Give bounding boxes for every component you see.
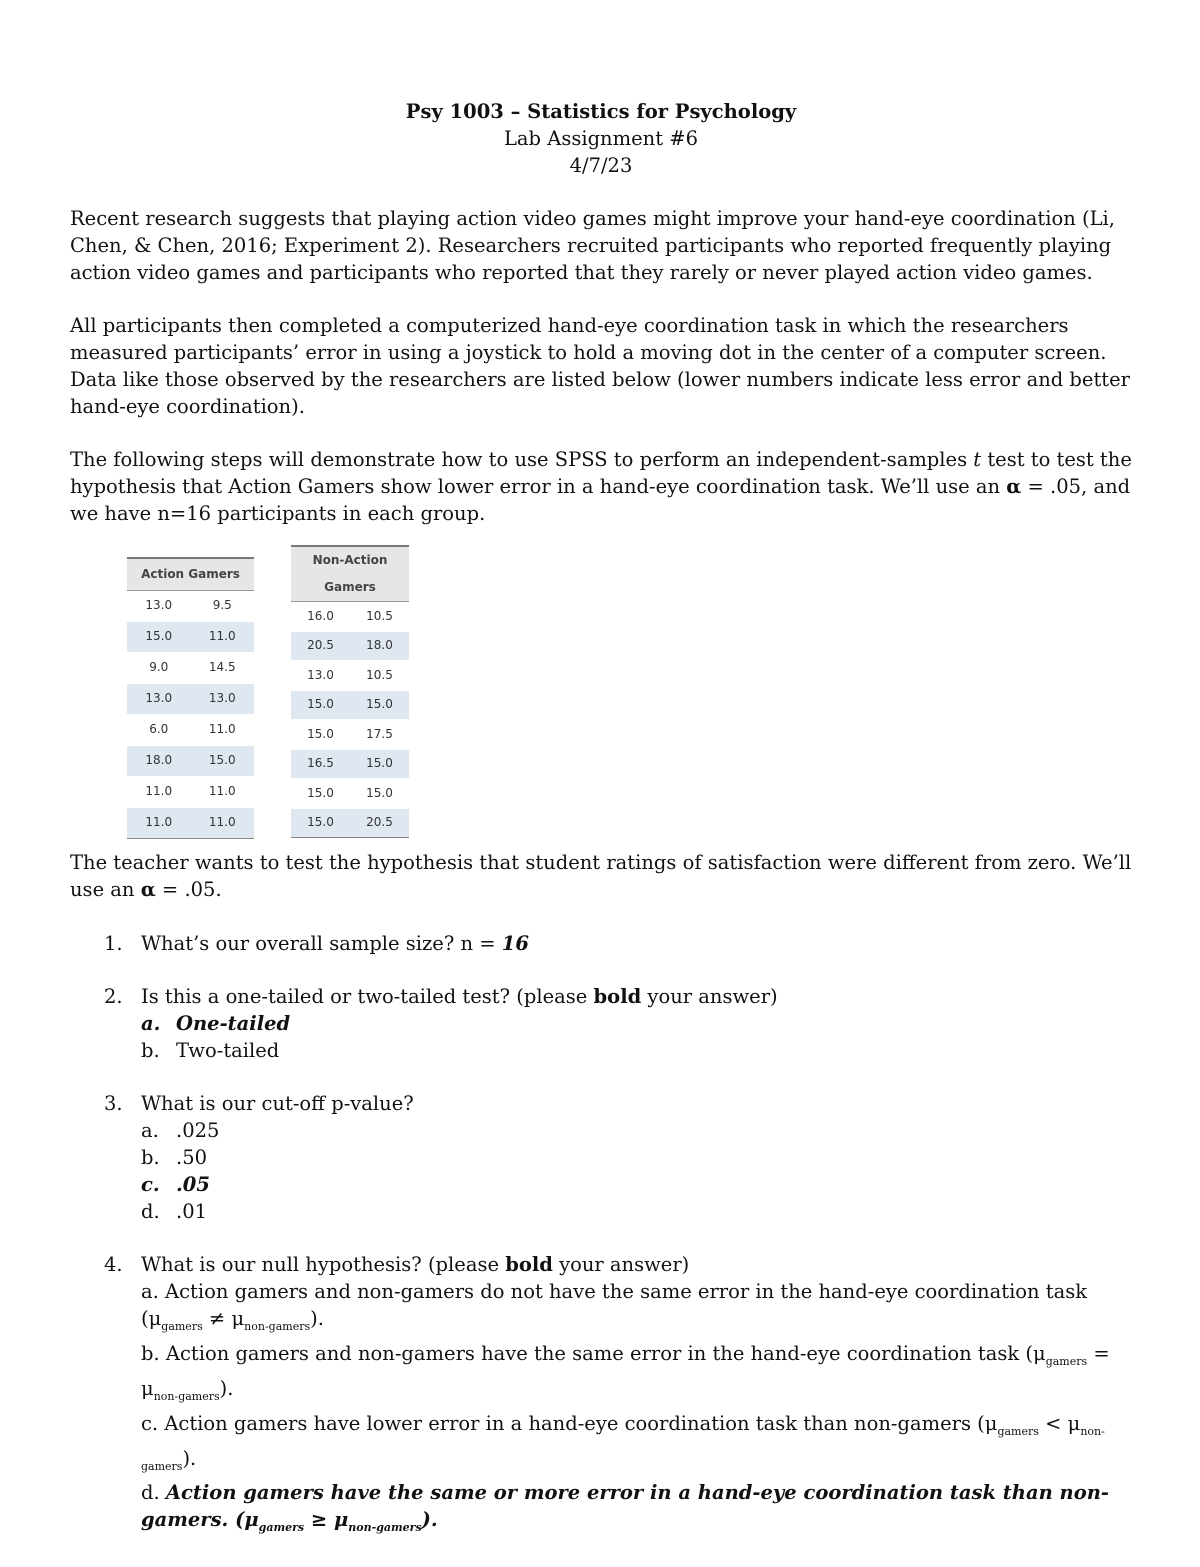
table-cell: 11.0 [191, 776, 255, 807]
table-row [291, 720, 409, 750]
action-gamers-body [127, 590, 254, 838]
table-cell: 20.5 [291, 631, 350, 661]
null-option-c: c. Action gamers have lower error in a hand-eye coordination task than non-gamers $(\mu_{gamers} < \mu_{non-gamers})$. [141, 1411, 1105, 1473]
table-cell: 11.0 [191, 714, 255, 745]
table-cell: 9.0 [127, 652, 191, 683]
table-cell: 11.0 [191, 807, 255, 838]
table-cell: 18.0 [127, 745, 191, 776]
non-action-gamers-table [291, 545, 409, 838]
assignment-title: Lab Assignment #6 [503, 127, 698, 150]
document-page [70, 98, 1132, 1567]
question-4: 4. What is our null hypothesis? (please bold your answer) a. Action gamers and non-gamers do not have the same error in the hand-eye coordination task $(\mu_{gamers} \ne \mu_{non-gamers})$. b. Action gamers and non-gamers have the same error in the hand-eye coordination task $(\mu_{gamers} = \mu_{non-gamers})$. c. Action gamers have lower error in a hand-eye coordination task than non-gamers $(\mu_{gamers} < \mu_{non-gamers})$. d. Action gamers have the same or more error in a hand-eye coordination task than non-gamers. $(\mu_{gamers} \ge \mu_{non-gamers})$. [70, 1251, 1132, 1541]
table-row [291, 602, 409, 632]
table-row [291, 631, 409, 661]
table-cell: 11.0 [191, 621, 255, 652]
table-row [127, 714, 254, 745]
table-cell: 16.0 [291, 602, 350, 632]
question-3: 3. What is our cut-off p-value? a. .025 b. .50 c. .05 d. .01 [70, 1090, 1132, 1225]
table-cell: 15.0 [291, 779, 350, 809]
method-paragraph: All participants then completed a computerized hand-eye coordination task in which the researchers measured participants’ error in using a joystick to hold a moving dot in the center of a computer screen. Data like those observed by the researchers are listed below (lower numbers indicate less error and better hand-eye coordination). [70, 314, 1130, 418]
question-1: 1. What’s our overall sample size? n = 16 [104, 932, 529, 955]
table-cell: 18.0 [350, 631, 409, 661]
table-cell: 10.5 [350, 661, 409, 691]
table-row [127, 621, 254, 652]
option-01: d. .01 [141, 1200, 208, 1223]
table-row [127, 590, 254, 621]
table-cell: 15.0 [291, 720, 350, 750]
course-title: Psy 1003 – Statistics for Psychology [405, 100, 797, 123]
table-cell: 9.5 [191, 590, 255, 621]
action-gamers-header: Action Gamers [127, 558, 254, 590]
table-cell: 15.0 [350, 690, 409, 720]
assignment-date: 4/7/23 [569, 154, 633, 177]
option-50: b. .50 [141, 1146, 208, 1169]
table-cell: 13.0 [127, 683, 191, 714]
option-two-tailed: b. Two-tailed [141, 1039, 280, 1062]
option-025: a. .025 [141, 1119, 220, 1142]
table-row [291, 661, 409, 691]
table-row [291, 690, 409, 720]
table-cell: 15.0 [350, 779, 409, 809]
null-option-b: b. Action gamers and non-gamers have the same error in the hand-eye coordination task $(\mu_{gamers} = \mu_{non-gamers})$. [141, 1341, 1110, 1403]
option-05: c. .05 [141, 1173, 210, 1196]
table-cell: 16.5 [291, 749, 350, 779]
table-row [127, 807, 254, 838]
question-list [70, 930, 1132, 1541]
non-action-gamers-body [291, 602, 409, 838]
answer-sample-size: 16 [501, 932, 529, 955]
action-gamers-table [127, 557, 254, 839]
table-cell: 11.0 [127, 807, 191, 838]
table-row [127, 683, 254, 714]
table-row [291, 808, 409, 838]
option-one-tailed: a. One-tailed [141, 1012, 291, 1035]
table-cell: 13.0 [127, 590, 191, 621]
document-header [70, 98, 1132, 179]
table-cell: 11.0 [127, 776, 191, 807]
table-cell: 14.5 [191, 652, 255, 683]
table-cell: 17.5 [350, 720, 409, 750]
table-cell: 15.0 [291, 690, 350, 720]
steps-paragraph: The following steps will demonstrate how to use SPSS to perform an independent-samples t test to test the hypothesis that Action Gamers show lower error in a hand-eye coordination task. We’ll use an α = .05, and we have n=16 participants in each group. [70, 448, 1132, 525]
table-row [127, 745, 254, 776]
table-cell: 15.0 [127, 621, 191, 652]
table-row [127, 776, 254, 807]
null-option-d: d. Action gamers have the same or more error in a hand-eye coordination task than non-gamers. $(\mu_{gamers} \ge \mu_{non-gamers})$. [141, 1481, 1110, 1535]
table-row [127, 652, 254, 683]
table-cell: 6.0 [127, 714, 191, 745]
table-cell: 20.5 [350, 808, 409, 838]
table-cell: 15.0 [350, 749, 409, 779]
data-tables [70, 545, 1132, 845]
intro-paragraph: Recent research suggests that playing action video games might improve your hand-eye coordination (Li, Chen, & Chen, 2016; Experiment 2). Researchers recruited participants who reported frequently playing action video games and participants who reported that they rarely or never played action video games. [70, 207, 1115, 284]
question-2: 2. Is this a one-tailed or two-tailed test? (please bold your answer) a. One-tailed b. Two-tailed [70, 983, 1132, 1064]
table-cell: 10.5 [350, 602, 409, 632]
table-cell: 15.0 [191, 745, 255, 776]
table-cell: 15.0 [291, 808, 350, 838]
table-row [291, 749, 409, 779]
table-cell: 13.0 [291, 661, 350, 691]
non-action-gamers-header: Non-Action Gamers [291, 546, 409, 602]
hypothesis-paragraph: The teacher wants to test the hypothesis that student ratings of satisfaction were different from zero. We’ll use an α = .05. [70, 851, 1132, 901]
table-cell: 13.0 [191, 683, 255, 714]
null-option-a: a. Action gamers and non-gamers do not have the same error in the hand-eye coordination task $(\mu_{gamers} \ne \mu_{non-gamers})$. [141, 1280, 1088, 1333]
table-row [291, 779, 409, 809]
